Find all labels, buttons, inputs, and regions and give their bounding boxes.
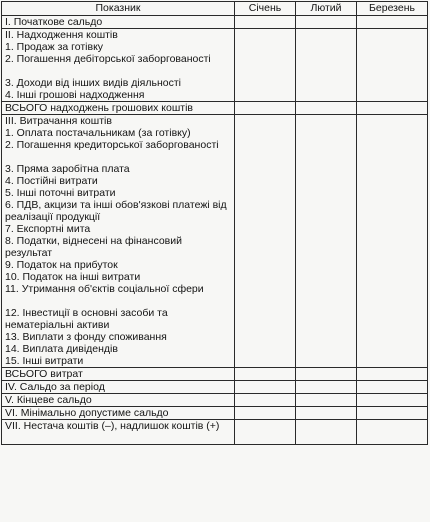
row-label: 3. Доходи від інших видів діяльності (2, 77, 235, 89)
table-row (2, 343, 428, 355)
header-february: Лютий (296, 2, 357, 16)
cell-march[interactable] (357, 77, 428, 89)
row-label: 8. Податки, віднесені на фінансовий результат (2, 235, 235, 259)
cell-february[interactable] (296, 235, 357, 259)
cell-march[interactable] (357, 16, 428, 29)
cell-march[interactable] (357, 420, 428, 445)
table-row (2, 115, 428, 128)
row-label: 3. Пряма заробітна плата (2, 163, 235, 175)
row-label: 2. Погашення дебіторської заборгованості (2, 53, 235, 77)
table-row (2, 420, 428, 445)
cell-february[interactable] (296, 199, 357, 223)
cell-february[interactable] (296, 139, 357, 163)
cell-january[interactable] (235, 102, 296, 115)
header-january: Січень (235, 2, 296, 16)
row-label: 1. Продаж за готівку (2, 41, 235, 53)
table-row (2, 29, 428, 42)
row-label: IV. Сальдо за період (2, 381, 235, 394)
table-row (2, 271, 428, 283)
row-label: 4. Інші грошові надходження (2, 89, 235, 102)
table-row (2, 175, 428, 187)
cell-january[interactable] (235, 355, 296, 368)
table-row (2, 139, 428, 163)
cell-january[interactable] (235, 187, 296, 199)
table-header-row (2, 2, 428, 16)
cell-january[interactable] (235, 29, 296, 42)
cell-february[interactable] (296, 420, 357, 445)
cell-february[interactable] (296, 77, 357, 89)
cell-march[interactable] (357, 343, 428, 355)
row-label: ВСЬОГО надходжень грошових коштів (2, 102, 235, 115)
row-label: 10. Податок на інші витрати (2, 271, 235, 283)
cell-march[interactable] (357, 175, 428, 187)
cell-february[interactable] (296, 16, 357, 29)
cell-march[interactable] (357, 89, 428, 102)
row-label: 6. ПДВ, акцизи та інші обов'язкові платежі від реалізації продукції (2, 199, 235, 223)
row-label: VII. Нестача коштів (–), надлишок коштів (+) (2, 420, 235, 445)
table-row (2, 89, 428, 102)
cell-january[interactable] (235, 53, 296, 77)
cell-february[interactable] (296, 381, 357, 394)
row-label: 11. Утримання об'єктів соціальної сфери (2, 283, 235, 307)
cell-january[interactable] (235, 271, 296, 283)
cell-march[interactable] (357, 187, 428, 199)
cell-february[interactable] (296, 368, 357, 381)
cell-march[interactable] (357, 394, 428, 407)
row-label: 1. Оплата постачальникам (за готівку) (2, 127, 235, 139)
cell-january[interactable] (235, 420, 296, 445)
cell-january[interactable] (235, 115, 296, 128)
table-row (2, 368, 428, 381)
cell-march[interactable] (357, 271, 428, 283)
table-row (2, 102, 428, 115)
cell-january[interactable] (235, 331, 296, 343)
row-label: 5. Інші поточні витрати (2, 187, 235, 199)
cell-february[interactable] (296, 331, 357, 343)
cell-march[interactable] (357, 407, 428, 420)
row-label: VI. Мінімально допустиме сальдо (2, 407, 235, 420)
cell-february[interactable] (296, 29, 357, 42)
row-label: 12. Інвестиції в основні засоби та нематеріальні активи (2, 307, 235, 331)
cell-january[interactable] (235, 16, 296, 29)
cell-january[interactable] (235, 89, 296, 102)
cell-march[interactable] (357, 355, 428, 368)
row-label: ІІІ. Витрачання коштів (2, 115, 235, 128)
cell-february[interactable] (296, 223, 357, 235)
cell-january[interactable] (235, 394, 296, 407)
cell-february[interactable] (296, 115, 357, 128)
row-label: 4. Постійні витрати (2, 175, 235, 187)
cell-january[interactable] (235, 41, 296, 53)
header-march: Березень (357, 2, 428, 16)
row-label: 7. Експортні мита (2, 223, 235, 235)
cell-february[interactable] (296, 271, 357, 283)
table-row (2, 259, 428, 271)
cell-march[interactable] (357, 235, 428, 259)
cell-march[interactable] (357, 41, 428, 53)
row-label: 2. Погашення кредиторської заборгованості (2, 139, 235, 163)
row-label: 13. Виплати з фонду споживання (2, 331, 235, 343)
cell-february[interactable] (296, 163, 357, 175)
table-row (2, 355, 428, 368)
cell-january[interactable] (235, 139, 296, 163)
cell-february[interactable] (296, 394, 357, 407)
cell-february[interactable] (296, 259, 357, 271)
row-label: V. Кінцеве сальдо (2, 394, 235, 407)
row-label: ІІ. Надходження коштів (2, 29, 235, 42)
cell-march[interactable] (357, 199, 428, 223)
cell-january[interactable] (235, 407, 296, 420)
table-body (2, 16, 428, 445)
cell-january[interactable] (235, 223, 296, 235)
table-row (2, 407, 428, 420)
cell-january[interactable] (235, 127, 296, 139)
cell-march[interactable] (357, 127, 428, 139)
cell-march[interactable] (357, 368, 428, 381)
cell-march[interactable] (357, 53, 428, 77)
cell-january[interactable] (235, 163, 296, 175)
cell-january[interactable] (235, 381, 296, 394)
table-row (2, 77, 428, 89)
cell-january[interactable] (235, 175, 296, 187)
row-label: 15. Інші витрати (2, 355, 235, 368)
cell-march[interactable] (357, 29, 428, 42)
table-row (2, 307, 428, 331)
row-label: 14. Виплата дивідендів (2, 343, 235, 355)
cell-february[interactable] (296, 343, 357, 355)
cell-january[interactable] (235, 307, 296, 331)
cell-january[interactable] (235, 235, 296, 259)
row-label: І. Початкове сальдо (2, 16, 235, 29)
cell-march[interactable] (357, 139, 428, 163)
table-row (2, 223, 428, 235)
cell-january[interactable] (235, 77, 296, 89)
row-label: ВСЬОГО витрат (2, 368, 235, 381)
cell-february[interactable] (296, 102, 357, 115)
cell-february[interactable] (296, 89, 357, 102)
cell-january[interactable] (235, 343, 296, 355)
cell-january[interactable] (235, 283, 296, 307)
cell-january[interactable] (235, 199, 296, 223)
table-row (2, 381, 428, 394)
cell-march[interactable] (357, 223, 428, 235)
cell-february[interactable] (296, 175, 357, 187)
table-row (2, 16, 428, 29)
table-row (2, 283, 428, 307)
table-row (2, 235, 428, 259)
table-row (2, 394, 428, 407)
cell-march[interactable] (357, 307, 428, 331)
cell-february[interactable] (296, 53, 357, 77)
cell-march[interactable] (357, 102, 428, 115)
cell-january[interactable] (235, 368, 296, 381)
cell-march[interactable] (357, 381, 428, 394)
table-row (2, 331, 428, 343)
cell-february[interactable] (296, 127, 357, 139)
table-row (2, 163, 428, 175)
table-row (2, 41, 428, 53)
table-row (2, 199, 428, 223)
table-row (2, 127, 428, 139)
cell-february[interactable] (296, 407, 357, 420)
cell-february[interactable] (296, 283, 357, 307)
cell-february[interactable] (296, 307, 357, 331)
cell-march[interactable] (357, 331, 428, 343)
table-row (2, 53, 428, 77)
cell-march[interactable] (357, 283, 428, 307)
cell-march[interactable] (357, 115, 428, 128)
cell-february[interactable] (296, 355, 357, 368)
cell-february[interactable] (296, 187, 357, 199)
table-row (2, 187, 428, 199)
cell-january[interactable] (235, 259, 296, 271)
cell-march[interactable] (357, 163, 428, 175)
cash-flow-table (1, 1, 428, 445)
row-label: 9. Податок на прибуток (2, 259, 235, 271)
cell-february[interactable] (296, 41, 357, 53)
header-indicator: Показник (2, 2, 235, 16)
cell-march[interactable] (357, 259, 428, 271)
